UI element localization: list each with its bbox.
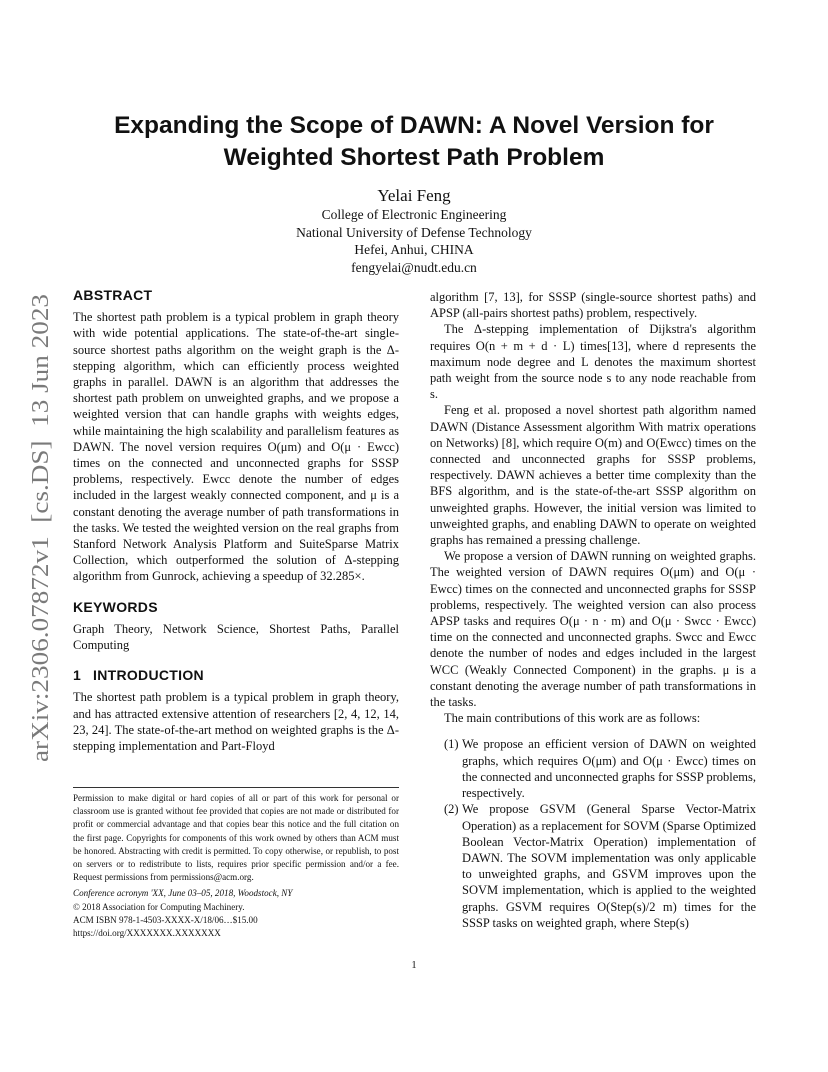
permission-notice: Permission to make digital or hard copies of all or part of this work for personal or classroom use is granted without fee provided that copies are not made or distributed for profit or commercial advantage and that copies bear this notice and the full citation on the first page. Copyrights for components of this work owned by others than ACM must be honored. Abstracting with credit is permitted. To copy otherwise, or republish, to post on servers or to redistribute to lists, requires prior specific permission and/or a fee. Request permissions from permissions@acm.org. [73,793,399,883]
title-line-1: Expanding the Scope of DAWN: A Novel Version for [114,112,714,139]
list-item [430,736,756,801]
contributions-list [430,736,756,930]
section-title: INTRODUCTION [93,667,204,684]
affiliation-college: College of Electronic Engineering [321,207,507,222]
list-marker: (1) [444,737,459,752]
copyright-line: © 2018 Association for Computing Machinery. [73,901,245,912]
author-name: Yelai Feng [377,186,451,205]
list-item [430,801,756,931]
intro-paragraph-3: Feng et al. proposed a novel shortest path algorithm named DAWN (Distance Assessment algorithm With matrix operations on Networks) [8], which require O(m) and O(Ewcc) times on the connected and unconnected graphs for SSSP problems, respectively. DAWN achieves a better time complexity than the BFS algorithm, and is the state-of-the-art SSSP algorithm on unweighted graphs. However, the initial version was limited to unweighted graphs, and enabling DAWN to operate on weighted graphs has remained a pressing challenge. [430,403,756,548]
list-marker: (2) [444,802,459,817]
intro-paragraph-4: We propose a version of DAWN running on weighted graphs. The weighted version of DAWN requires O(μm) and O(μ · Ewcc) times on the connected and unconnected graphs for SSSP problems, respectively. The weighted version can also process APSP tasks and requires O(μ · n · m) and O(μ · Swcc · Ewcc) time on the connected and unconnected graphs. Swcc and Ewcc denote the number of nodes and edges included in the largest WCC (Weakly Connected Component) in the graphs. μ is a constant denoting the average number of path transformations in the tasks. [430,549,756,710]
keywords-text: Graph Theory, Network Science, Shortest Paths, Parallel Computing [73,621,399,653]
section-number: 1 [73,667,82,684]
affiliation-university: National University of Defense Technology [296,224,532,240]
affiliation-location: Hefei, Anhui, CHINA [354,242,474,257]
intro-paragraph-1: algorithm [7, 13], for SSSP (single-source shortest paths) and APSP (all-pairs shortest paths) problem, respectively. [430,290,756,321]
right-column [430,289,756,931]
conference-line: Conference acronym 'XX, June 03–05, 2018, Woodstock, NY [73,888,293,899]
page-number: 1 [411,960,417,971]
abstract-heading: ABSTRACT [73,287,153,303]
introduction-text: The shortest path problem is a typical problem in graph theory, and has attracted extensive attention of researchers [2, 4, 12, 14, 23, 24]. The state-of-the-art method on weighted graphs is the Δ-stepping implementation and Part-Floyd [73,690,399,754]
author-email: fengyelai@nudt.edu.cn [351,259,477,275]
intro-paragraph-5: The main contributions of this work are as follows: [444,711,701,726]
doi-line: https://doi.org/XXXXXXX.XXXXXXX [73,928,221,939]
publication-meta [73,887,399,940]
acm-footnote [73,787,399,940]
isbn-line: ACM ISBN 978-1-4503-XXXX-X/18/06…$15.00 [73,914,258,925]
arxiv-stamp-text: arXiv:2306.07872v1 [cs.DS] 13 Jun 2023 [28,348,54,762]
list-item-text: We propose an efficient version of DAWN on weighted graphs, which requires O(μm) and O(μ · Ewcc) times on the connected and unconnected graphs for SSSP problems, respectively. [462,737,756,801]
left-column [73,287,399,754]
keywords-heading: KEYWORDS [73,598,158,615]
paper-title [70,110,758,174]
list-item-text: We propose GSVM (General Sparse Vector-Matrix Operation) as a replacement for SOVM (Sparse Optimized Boolean Vector-Matrix Operation) implementation of DAWN. The SOVM implementation was only applicable to unweighted graphs, and GSVM improves upon the SOVM implementation, which is applied to the weighted graphs. GSVM requires O(Step(s)/2 m) times for the SSSP tasks on weighted graph, where Step(s) [462,802,757,930]
footnote-rule [73,787,399,788]
intro-paragraph-2: The Δ-stepping implementation of Dijkstra's algorithm requires O(n + m + d · L) times[13], where d represents the maximum node degree and L denotes the maximum shortest path weight from the source node s to any node reachable from s. [430,322,756,402]
introduction-heading [73,667,399,683]
arxiv-side-stamp [24,292,56,762]
author-affiliation [70,206,758,276]
abstract-text: The shortest path problem is a typical problem in graph theory with wide potential applications. The state-of-the-art single-source shortest paths algorithm on the weight graph is the Δ-stepping algorithm, which can efficiently process weighted graphs in parallel. DAWN is an algorithm that addresses the shortest path problem on unweighted graphs, and we propose a weighted version that can handle graphs with weights edges, while maintaining the high scalability and parallelism features as DAWN. The novel version requires O(μm) and O(μ · Ewcc) times on the connected and unconnected graphs for SSSP problems, respectively. Ewcc denote the number of edges included in the largest weakly connected component, and μ is a constant denoting the average number of path transformations in the tasks. We tested the weighted version on the real graphs from Stanford Network Analysis Platform and SuiteSparse Matrix Collection, which outperformed the solution of Δ-stepping algorithm from Gunrock, achieving a speedup of 32.285×. [73,310,399,584]
title-line-2: Weighted Shortest Path Problem [223,144,605,171]
